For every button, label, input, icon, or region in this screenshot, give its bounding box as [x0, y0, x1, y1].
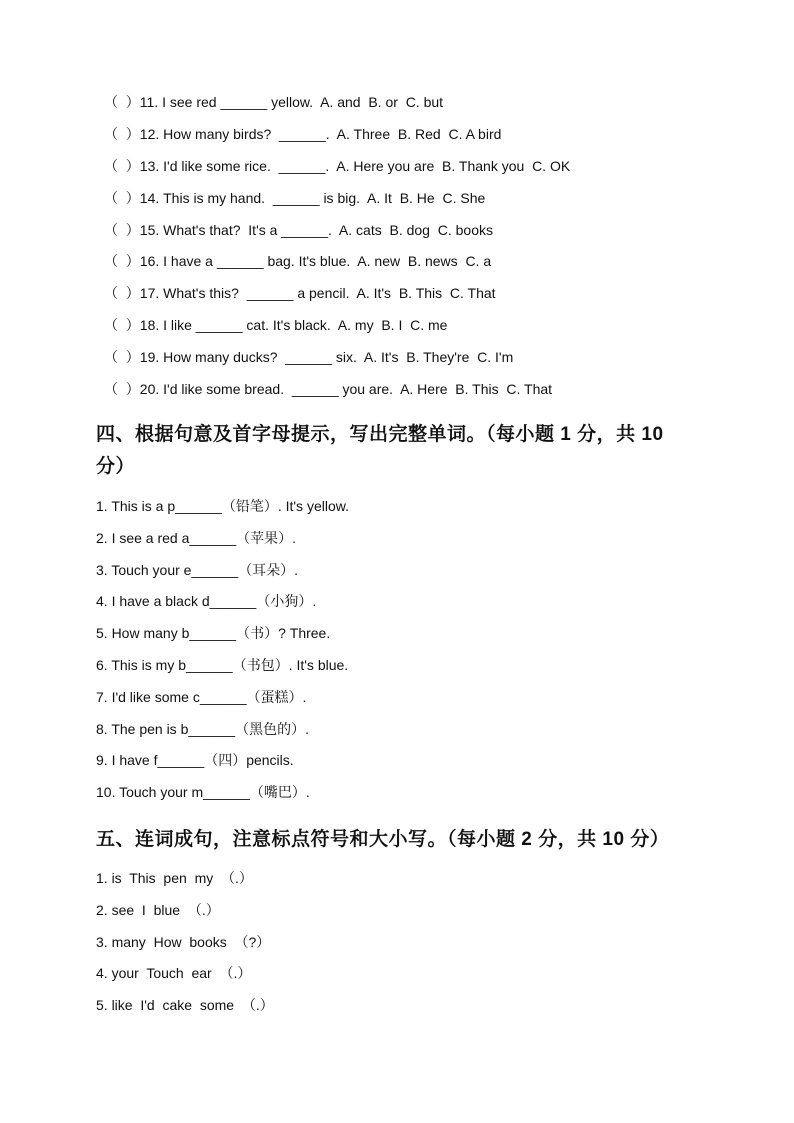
- section-4-items: [96, 495, 716, 813]
- fill-in-item: 8. The pen is b______（黑色的）.: [96, 720, 309, 737]
- question-16: （ ）16. I have a ______ bag. It's blue. A. new B. news C. a: [104, 253, 492, 270]
- question-15: （ ）15. What's that? It's a ______. A. cats B. dog C. books: [104, 221, 493, 238]
- fill-in-item: 7. I'd like some c______（蛋糕）.: [96, 688, 307, 705]
- word-order-item: 1. is This pen my （.）: [96, 870, 253, 886]
- question-13: （ ）13. I'd like some rice. ______. A. Here you are B. Thank you C. OK: [104, 157, 571, 174]
- section-4-heading: [96, 419, 716, 483]
- section-5-items: [96, 867, 716, 1026]
- fill-in-item: 5. How many b______（书）? Three.: [96, 625, 331, 642]
- fill-in-item: 3. Touch your e______（耳朵）.: [96, 561, 299, 578]
- fill-in-item: 2. I see a red a______（苹果）.: [96, 529, 296, 546]
- question-14: （ ）14. This is my hand. ______ is big. A. It B. He C. She: [104, 189, 486, 206]
- fill-in-item: 9. I have f______（四）pencils.: [96, 752, 294, 769]
- word-order-item: 2. see I blue （.）: [96, 901, 220, 918]
- word-order-item: 5. like I'd cake some （.）: [96, 997, 274, 1014]
- word-order-item: 4. your Touch ear （.）: [96, 965, 252, 982]
- question-11: （ ）11. I see red ______ yellow. A. and B. or C. but: [104, 94, 444, 110]
- question-12: （ ）12. How many birds? ______. A. Three B. Red C. A bird: [104, 125, 502, 142]
- section-4-heading-line2: 分）: [96, 456, 136, 477]
- word-order-item: 3. many How books （?）: [96, 933, 271, 950]
- fill-in-item: 10. Touch your m______（嘴巴）.: [96, 784, 310, 801]
- section-5-heading: 五、连词成句，注意标点符号和大小写。（每小题 2 分，共 10 分）: [96, 829, 670, 850]
- question-18: （ ）18. I like ______ cat. It's black. A. my B. I C. me: [104, 317, 448, 334]
- question-19: （ ）19. How many ducks? ______ six. A. It's B. They're C. I'm: [104, 349, 514, 366]
- section-4-heading-line1: 四、根据句意及首字母提示，写出完整单词。（每小题 1 分，共 10: [96, 424, 664, 445]
- multiple-choice-questions: [104, 91, 744, 410]
- question-20: （ ）20. I'd like some bread. ______ you are. A. Here B. This C. That: [104, 381, 553, 398]
- question-17: （ ）17. What's this? ______ a pencil. A. It's B. This C. That: [104, 285, 496, 302]
- fill-in-item: 4. I have a black d______（小狗）.: [96, 593, 317, 610]
- fill-in-item: 6. This is my b______（书包）. It's blue.: [96, 656, 349, 673]
- fill-in-item: 1. This is a p______（铅笔）. It's yellow.: [96, 498, 349, 514]
